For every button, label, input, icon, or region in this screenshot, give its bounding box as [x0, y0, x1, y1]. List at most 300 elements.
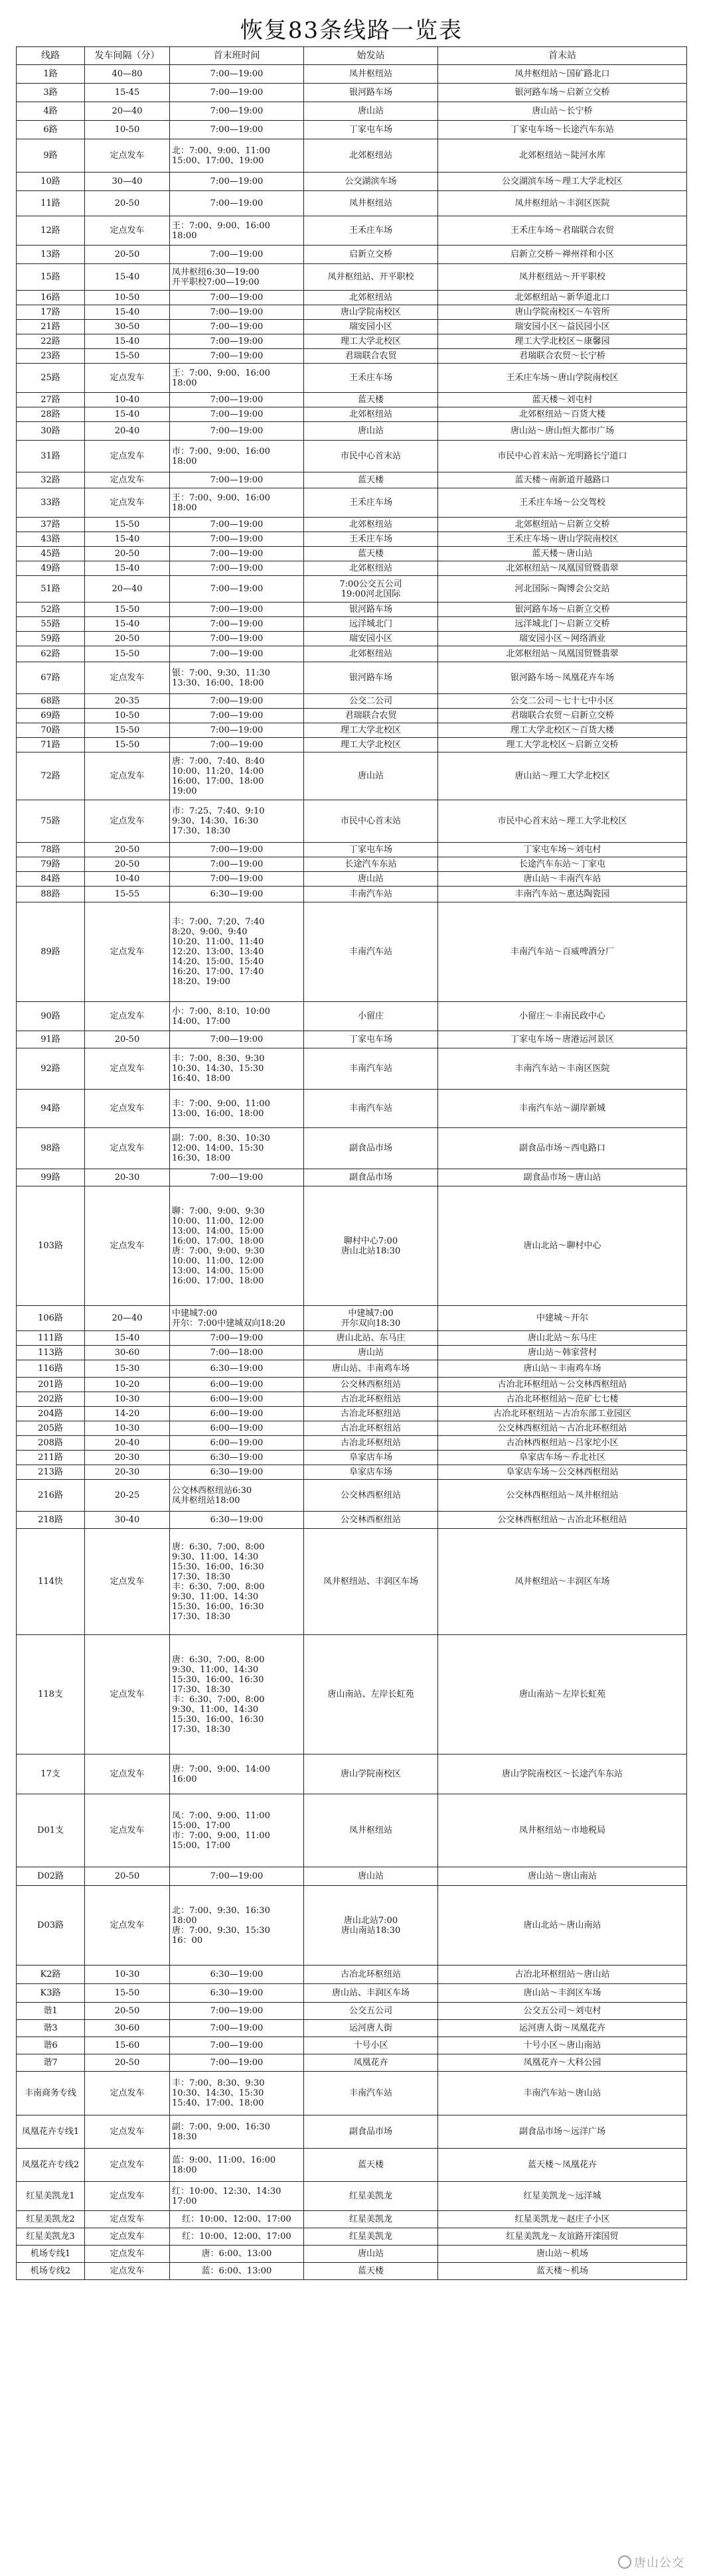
cell-times — [170, 738, 304, 752]
cell-line: 谐6 — [17, 2037, 85, 2054]
cell-route-line: 唐山站～丰南汽车站 — [523, 874, 601, 884]
cell-route-line: 丰南汽车站～唐山站 — [523, 2088, 601, 2098]
table-row — [17, 1754, 687, 1794]
watermark-text: 唐山公交 — [634, 2556, 684, 2570]
cell-route — [438, 1635, 687, 1754]
cell-start — [304, 364, 438, 393]
table-row — [17, 1465, 687, 1480]
cell-route-line: 唐山站～唐山恒大都市广场 — [510, 426, 614, 436]
cell-start-line: 公交五公司 — [349, 2006, 392, 2016]
cell-start — [304, 1754, 438, 1794]
table-row — [17, 472, 687, 488]
cell-route — [438, 216, 687, 246]
cell-times-line: 18:00 — [172, 230, 197, 241]
table-row — [17, 1002, 687, 1031]
table-row — [17, 576, 687, 603]
cell-times-line: 16:00、17:00、18:00 — [172, 1236, 264, 1246]
cell-start — [304, 84, 438, 102]
cell-interval: 定点发车 — [85, 1635, 170, 1754]
cell-times-line: 丰：7:00、9:00、11:00 — [172, 1098, 270, 1109]
table-wrapper — [16, 46, 686, 2280]
table-row — [17, 441, 687, 472]
cell-start-line: 凤井枢纽站 — [349, 1825, 392, 1835]
cell-line: 118支 — [17, 1635, 85, 1754]
cell-line: 211路 — [17, 1451, 85, 1465]
cell-route-line: 银河路车场～凤凰花卉车场 — [510, 673, 614, 683]
cell-route-line: 公交林西枢纽站～古冶北环枢纽站 — [497, 1515, 627, 1525]
cell-interval: 30-40 — [85, 1512, 170, 1529]
cell-interval: 10-40 — [85, 872, 170, 887]
cell-times-line: 18:30 — [172, 2131, 197, 2142]
cell-times-line: 17:30、18:30 — [172, 1684, 230, 1695]
cell-times — [170, 561, 304, 576]
cell-times — [170, 1794, 304, 1867]
cell-route-line: 丁家屯车场～长途汽车东站 — [510, 125, 614, 135]
cell-times — [170, 1031, 304, 1048]
cell-route — [438, 1529, 687, 1635]
cell-interval: 15-40 — [85, 617, 170, 632]
cell-start — [304, 407, 438, 422]
cell-interval: 20-25 — [85, 1480, 170, 1512]
cell-times-line: 12:00、14:00、15:30 — [172, 1143, 264, 1153]
table-row — [17, 422, 687, 441]
cell-times-line: 18:00 — [172, 502, 197, 513]
cell-line: K2路 — [17, 1966, 85, 1984]
cell-route — [438, 320, 687, 334]
cell-start — [304, 603, 438, 617]
cell-times — [170, 1002, 304, 1031]
cell-start — [304, 1886, 438, 1966]
cell-line: 10路 — [17, 173, 85, 191]
cell-times-line: 7:00—19:00 — [210, 725, 264, 735]
cell-start — [304, 723, 438, 738]
cell-interval: 15-40 — [85, 305, 170, 320]
cell-times-line: 6:00—19:00 — [210, 1394, 264, 1404]
cell-times-line: 9:30、14:30、16:30 — [172, 816, 259, 826]
cell-times-line: 13:30、16:00、18:00 — [172, 678, 264, 688]
cell-start-line: 副食品市场 — [349, 1143, 392, 1153]
cell-interval: 20-50 — [85, 246, 170, 264]
cell-times-line: 7:00—19:00 — [210, 177, 264, 186]
cell-times-line: 7:00—19:00 — [210, 69, 264, 79]
cell-start — [304, 1421, 438, 1436]
cell-times-line: 18:20、19:00 — [172, 977, 230, 987]
cell-start-line: 唐山北站7:00 — [343, 1915, 398, 1926]
cell-times — [170, 1886, 304, 1966]
cell-times — [170, 264, 304, 291]
cell-times-line: 丰：7:00、8:30、9:30 — [172, 2078, 265, 2088]
cell-line: 机场专线1 — [17, 2246, 85, 2263]
cell-interval: 15-30 — [85, 1360, 170, 1378]
cell-times — [170, 2263, 304, 2280]
table-row — [17, 349, 687, 364]
cell-start-line: 唐山站、丰润区车场 — [331, 1988, 410, 1998]
cell-interval: 定点发车 — [85, 1090, 170, 1128]
cell-start-line: 丁家屯车场 — [349, 125, 392, 135]
cell-start — [304, 216, 438, 246]
cell-times — [170, 1186, 304, 1306]
cell-route-line: 运河唐人街～凤凰花卉 — [518, 2023, 605, 2033]
cell-times-line: 丰：6:30、7:00、8:00 — [172, 1581, 265, 1592]
cell-route — [438, 2182, 687, 2211]
cell-times — [170, 1346, 304, 1360]
cell-times-line: 7:00—19:00 — [210, 874, 264, 884]
cell-times-line: 7:00—19:00 — [210, 696, 264, 706]
cell-start-line: 蓝天楼 — [357, 549, 384, 559]
cell-interval: 20-50 — [85, 1867, 170, 1886]
cell-interval: 20-35 — [85, 694, 170, 709]
cell-route-line: 君瑞联合农贸～长宁桥 — [518, 351, 605, 361]
cell-line: 12路 — [17, 216, 85, 246]
cell-times — [170, 1090, 304, 1128]
cell-interval: 定点发车 — [85, 1886, 170, 1966]
cell-start — [304, 887, 438, 902]
cell-interval: 10-50 — [85, 121, 170, 139]
cell-times-line: 14:00、17:00 — [172, 1016, 230, 1027]
cell-line: 27路 — [17, 393, 85, 407]
cell-start — [304, 1186, 438, 1306]
cell-start-line: 公交湖滨车场 — [345, 177, 397, 186]
cell-start — [304, 518, 438, 532]
cell-times — [170, 547, 304, 561]
cell-route-line: 唐山北站～唐山南站 — [523, 1920, 601, 1930]
cell-route — [438, 407, 687, 422]
cell-route — [438, 1407, 687, 1421]
cell-start — [304, 305, 438, 320]
cell-route — [438, 349, 687, 364]
cell-start — [304, 441, 438, 472]
cell-times-line: 王：7:00、9:00、16:00 — [172, 492, 270, 503]
table-row — [17, 264, 687, 291]
cell-line: 208路 — [17, 1436, 85, 1451]
cell-times-line: 7:00—19:00 — [210, 2023, 264, 2033]
cell-times-line: 17:30、18:30 — [172, 826, 230, 836]
cell-route-line: 长途汽车东站～丁家屯 — [518, 859, 605, 869]
cell-line: 13路 — [17, 246, 85, 264]
cell-start-line: 银河路车场 — [349, 673, 392, 683]
cell-start-line: 理工大学北校区 — [340, 336, 401, 346]
cell-times-line: 10:00、11:00、12:00 — [172, 1216, 264, 1226]
cell-start-line: 北郊枢纽站 — [349, 520, 392, 530]
cell-line: 71路 — [17, 738, 85, 752]
cell-times-line: 15:30、16:00、16:30 — [172, 1714, 264, 1725]
cell-interval: 15-40 — [85, 1331, 170, 1346]
cell-start — [304, 1306, 438, 1331]
cell-route — [438, 2037, 687, 2054]
cell-interval: 30-60 — [85, 1346, 170, 1360]
cell-times-line: 副：7:00、8:30、10:30 — [172, 1133, 270, 1143]
cell-times — [170, 1480, 304, 1512]
cell-times-line: 中建城7:00 — [172, 1308, 218, 1319]
cell-times — [170, 1984, 304, 2003]
cell-start-line: 理工大学北校区 — [340, 740, 401, 750]
cell-times — [170, 1867, 304, 1886]
cell-interval: 15-50 — [85, 738, 170, 752]
cell-line: 52路 — [17, 603, 85, 617]
cell-start — [304, 173, 438, 191]
cell-route-line: 王禾庄车场～唐山学院南校区 — [506, 373, 619, 383]
cell-times-line: 6:00—19:00 — [210, 1380, 264, 1390]
cell-times-line: 16:00、17:00、18:00 — [172, 776, 264, 786]
cell-route — [438, 603, 687, 617]
cell-interval: 15-50 — [85, 646, 170, 662]
table-row — [17, 2263, 687, 2280]
cell-start-line: 北郊枢纽站 — [349, 293, 392, 303]
cell-route-line: 副食品市场～唐山站 — [523, 1173, 601, 1182]
cell-interval: 20-40 — [85, 1436, 170, 1451]
cell-start — [304, 2228, 438, 2246]
cell-times — [170, 139, 304, 173]
cell-start-line: 凤井枢纽站、丰润区车场 — [323, 1577, 418, 1587]
cell-interval: 20-30 — [85, 1451, 170, 1465]
cell-times — [170, 576, 304, 603]
cell-times — [170, 723, 304, 738]
cell-route-line: 丁家屯车场～刘屯村 — [523, 845, 601, 855]
cell-route-line: 丰南汽车站～湖岸新城 — [518, 1104, 605, 1113]
cell-interval: 定点发车 — [85, 364, 170, 393]
cell-route — [438, 264, 687, 291]
cell-route-line: 蓝天楼～刘屯村 — [532, 395, 593, 405]
cell-times-line: 10:00、11:00、12:00 — [172, 1255, 264, 1266]
cell-start-line: 凤井枢纽站 — [349, 198, 392, 208]
cell-route-line: 北郊枢纽站～凤凰国贸暨翡翠 — [506, 563, 619, 573]
cell-start-line: 丰南汽车站 — [349, 947, 392, 957]
table-row — [17, 246, 687, 264]
cell-start — [304, 102, 438, 121]
cell-interval: 定点发车 — [85, 902, 170, 1002]
cell-times-line: 6:30—19:00 — [210, 1364, 264, 1374]
table-row — [17, 857, 687, 872]
cell-times-line: 红：10:00、12:00、17:00 — [182, 2232, 291, 2242]
cell-interval: 定点发车 — [85, 2115, 170, 2149]
cell-times-line: 15:00、17:00、19:00 — [172, 155, 264, 166]
cell-start-line: 唐山北站、东马庄 — [336, 1333, 406, 1343]
cell-times-line: 13:00、16:00、18:00 — [172, 1108, 264, 1119]
table-row — [17, 1635, 687, 1754]
table-row — [17, 320, 687, 334]
cell-start — [304, 1984, 438, 2003]
cell-times — [170, 407, 304, 422]
cell-route — [438, 752, 687, 800]
cell-start-line: 北郊枢纽站 — [349, 151, 392, 161]
cell-start-line: 北郊枢纽站 — [349, 649, 392, 659]
cell-times-line: 市：7:25、7:40、9:10 — [172, 806, 265, 816]
cell-route-line: 丰南汽车站～惠达陶瓷园 — [514, 889, 610, 899]
cell-times — [170, 1465, 304, 1480]
cell-times — [170, 646, 304, 662]
cell-times — [170, 800, 304, 843]
cell-start — [304, 576, 438, 603]
cell-start-line: 丰南汽车站 — [349, 2088, 392, 2098]
table-row — [17, 1128, 687, 1169]
cell-route-line: 唐山站～丰润区车场 — [523, 1988, 601, 1998]
cell-start-line: 北郊枢纽站 — [349, 409, 392, 419]
cell-line: 凤凰花卉专线1 — [17, 2115, 85, 2149]
cell-start — [304, 1048, 438, 1090]
cell-line: 22路 — [17, 334, 85, 349]
cell-route-line: 古冶北环枢纽站～唐山站 — [514, 1969, 610, 1979]
table-row — [17, 1480, 687, 1512]
cell-line: 205路 — [17, 1421, 85, 1436]
cell-interval: 定点发车 — [85, 800, 170, 843]
account-logo-icon — [618, 2555, 631, 2569]
cell-times-line: 聊：7:00、9:00、9:30 — [172, 1206, 265, 1216]
cell-times — [170, 2246, 304, 2263]
cell-route — [438, 2115, 687, 2149]
cell-route-line: 阜家店车场～乔北社区 — [518, 1453, 605, 1463]
cell-times-line: 银：7:00、9:30、11:30 — [172, 668, 270, 678]
cell-route — [438, 2072, 687, 2115]
cell-times — [170, 1378, 304, 1392]
cell-start-line: 凤井枢纽站、开平职校 — [327, 272, 414, 282]
cell-route — [438, 843, 687, 857]
cell-route — [438, 800, 687, 843]
cell-line: 23路 — [17, 349, 85, 364]
cell-interval: 20-30 — [85, 1169, 170, 1186]
table-row — [17, 2037, 687, 2054]
table-row — [17, 561, 687, 576]
cell-times-line: 17:00 — [172, 2196, 197, 2206]
cell-route — [438, 2228, 687, 2246]
cell-start — [304, 2182, 438, 2211]
cell-route-line: 王禾庄车场～君瑞联合农贸 — [510, 226, 614, 236]
cell-start — [304, 1169, 438, 1186]
table-row — [17, 518, 687, 532]
cell-start-line: 聊村中心7:00 — [343, 1236, 398, 1246]
table-row — [17, 1966, 687, 1984]
cell-line: 75路 — [17, 800, 85, 843]
table-row — [17, 121, 687, 139]
cell-route-line: 唐山站～韩家营村 — [527, 1348, 597, 1358]
cell-route-line: 红星美凯龙～赵庄子小区 — [514, 2214, 610, 2224]
cell-route — [438, 1360, 687, 1378]
cell-times — [170, 1421, 304, 1436]
cell-start-line: 古冶北环枢纽站 — [340, 1409, 401, 1419]
cell-start — [304, 264, 438, 291]
table-row — [17, 1529, 687, 1635]
cell-start-line: 蓝天楼 — [357, 2266, 384, 2276]
cell-interval: 定点发车 — [85, 662, 170, 694]
cell-interval: 15-45 — [85, 84, 170, 102]
cell-times — [170, 2211, 304, 2228]
page-title: 恢复83条线路一览表 — [240, 17, 463, 44]
cell-start-line: 副食品市场 — [349, 1173, 392, 1182]
cell-times — [170, 872, 304, 887]
cell-times — [170, 2037, 304, 2054]
cell-route — [438, 632, 687, 646]
cell-start — [304, 2020, 438, 2037]
cell-route — [438, 617, 687, 632]
cell-start-line: 唐山南站、左岸长虹苑 — [327, 1689, 414, 1699]
cell-start — [304, 1360, 438, 1378]
cell-interval: 定点发车 — [85, 1048, 170, 1090]
cell-route — [438, 532, 687, 547]
cell-start-line: 唐山站、丰南鸡车场 — [331, 1364, 410, 1374]
table-row — [17, 139, 687, 173]
table-row — [17, 2228, 687, 2246]
cell-start-line: 公交林西枢纽站 — [340, 1380, 401, 1390]
table-row — [17, 1360, 687, 1378]
cell-line: 59路 — [17, 632, 85, 646]
cell-times-line: 17:30、18:30 — [172, 1611, 230, 1622]
table-row — [17, 532, 687, 547]
cell-interval: 20-50 — [85, 632, 170, 646]
cell-start — [304, 1529, 438, 1635]
cell-times — [170, 2072, 304, 2115]
table-row — [17, 488, 687, 518]
cell-route-line: 十号小区～唐山南站 — [523, 2040, 601, 2050]
cell-start — [304, 1392, 438, 1407]
cell-interval: 20—40 — [85, 1306, 170, 1331]
cell-route-line: 唐山学院南校区～车管所 — [514, 307, 610, 317]
cell-start-line: 丰南汽车站 — [349, 1104, 392, 1113]
cell-interval: 30-60 — [85, 2020, 170, 2037]
cell-line: 红星美凯龙3 — [17, 2228, 85, 2246]
cell-route-line: 启新立交桥～禅州祥和小区 — [510, 250, 614, 259]
cell-times — [170, 1169, 304, 1186]
cell-route-line: 小留庄～丰南民政中心 — [518, 1011, 605, 1021]
cell-line: 28路 — [17, 407, 85, 422]
cell-times — [170, 902, 304, 1002]
cell-route-line: 凤井枢纽站～丰润区医院 — [514, 198, 610, 208]
cell-route-line: 王禾庄车场～唐山学院南校区 — [506, 534, 619, 544]
cell-route-line: 君瑞联合农贸～启新立交桥 — [510, 711, 614, 721]
cell-times-line: 6:30—19:00 — [210, 1969, 264, 1979]
cell-route — [438, 334, 687, 349]
cell-route-line: 丰南汽车站～百威啤酒分厂 — [510, 947, 614, 957]
cell-route — [438, 1465, 687, 1480]
cell-start — [304, 320, 438, 334]
table-row — [17, 2149, 687, 2182]
cell-route-line: 红星美凯龙～远洋城 — [523, 2191, 601, 2201]
cell-interval: 20-50 — [85, 1031, 170, 1048]
table-row — [17, 393, 687, 407]
cell-line: D01支 — [17, 1794, 85, 1867]
table-row — [17, 334, 687, 349]
cell-times — [170, 349, 304, 364]
cell-times — [170, 1331, 304, 1346]
cell-route — [438, 1794, 687, 1867]
cell-start-line: 丁家屯车场 — [349, 1035, 392, 1044]
cell-times-line: 7:00—19:00 — [210, 336, 264, 346]
cell-start-line: 北郊枢纽站 — [349, 563, 392, 573]
cell-route-line: 理工大学北校区～百货大楼 — [510, 725, 614, 735]
cell-start — [304, 334, 438, 349]
cell-line: 204路 — [17, 1407, 85, 1421]
cell-route — [438, 364, 687, 393]
table-row — [17, 632, 687, 646]
cell-times-line: 红：10:00、12:30、14:30 — [172, 2186, 281, 2196]
cell-times — [170, 1451, 304, 1465]
cell-times-line: 7:00—19:00 — [210, 740, 264, 750]
cell-line: 谐7 — [17, 2054, 85, 2072]
cell-start — [304, 291, 438, 305]
cell-interval: 15-50 — [85, 603, 170, 617]
cell-times — [170, 173, 304, 191]
cell-route-line: 中建城～开尔 — [536, 1313, 588, 1323]
cell-times-line: 10:30、14:30、15:30 — [172, 1064, 264, 1074]
cell-times — [170, 617, 304, 632]
cell-route-line: 古冶北环枢纽站～范矿七七楼 — [506, 1394, 619, 1404]
cell-start-line: 唐山站 — [357, 874, 384, 884]
cell-route — [438, 1984, 687, 2003]
cell-line: 1路 — [17, 65, 85, 84]
cell-start-line: 副食品市场 — [349, 2127, 392, 2137]
cell-interval: 20—40 — [85, 576, 170, 603]
cell-start-line: 7:00公交五公司 — [339, 579, 402, 589]
cell-times-line: 北：7:00、9:30、16:30 — [172, 1905, 270, 1916]
cell-line: 218路 — [17, 1512, 85, 1529]
